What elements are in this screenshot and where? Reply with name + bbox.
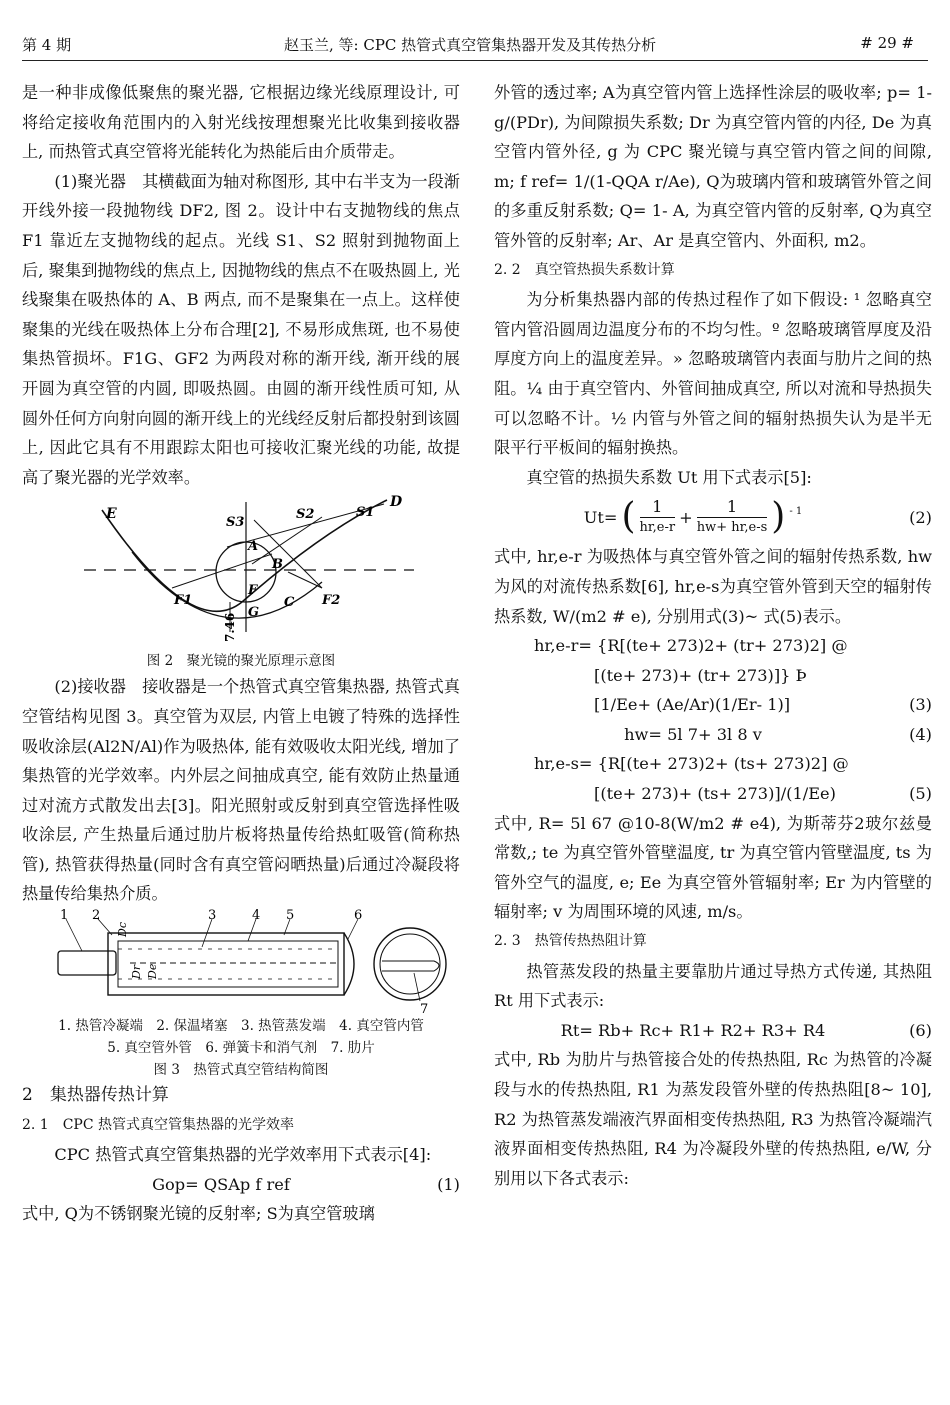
equation-1 — [22, 1170, 460, 1200]
paragraph: 式中, Rb 为肋片与热管接合处的传热热阻, Rc 为热管的冷凝段与水的传热热阻, R1 为蒸发段管外壁的传热热阻[8~ 10], R2 为热管蒸发端液汽界面相变传热热阻, R3 为热管冷凝端汽液界面相变传热热阻, R4 为冷凝段外壁的传热热阻, e/W, 分别用以下各式表示: — [494, 1050, 932, 1188]
fraction-denominator: hw+ hr,e-s — [697, 517, 768, 538]
equation-3 — [494, 631, 932, 720]
equation-number: (5) — [909, 784, 932, 804]
label-C: C — [284, 595, 295, 611]
subsection-heading: 2. 3 热管传热热阻计算 — [494, 933, 647, 950]
label-B: B — [272, 557, 283, 573]
equation-number: (2) — [909, 507, 932, 527]
label-G: G — [248, 605, 260, 621]
fraction-denominator: hr,e-r — [640, 517, 676, 538]
fig3-number: 6 — [354, 909, 363, 924]
label-E: E — [106, 506, 117, 523]
right-column — [494, 78, 932, 1193]
equation-number: (1) — [437, 1174, 460, 1194]
fraction-numerator: 1 — [726, 496, 738, 516]
dim-De: De — [146, 963, 159, 980]
equation-body: Gop= QSAp f ref — [152, 1174, 290, 1194]
equation-2: Ut= ( 1 hr,e-r + 1 hw+ hr,e-s ) - 1 (2) — [583, 496, 932, 538]
equation-line: [(te+ 273)+ (tr+ 273)]} Þ — [594, 665, 807, 685]
equation-5 — [494, 749, 932, 808]
figure-2-concentrator-diagram — [22, 492, 460, 650]
figure-3-legend: 1. 热管冷凝端 2. 保温堵塞 3. 热管蒸发端 4. 真空管内管 — [58, 1018, 424, 1035]
issue-number: 第 4 期 — [22, 36, 72, 54]
equation-line: hr,e-s= {R[(te+ 273)2+ (ts+ 273)2] @ — [534, 754, 849, 774]
paragraph: 式中, hr,e-r 为吸热体与真空管外管之间的辐射传热系数, hw为风的对流传热系数[6], hr,e-s为真空管外管到天空的辐射传热系数, W/(m2 # e), 分别用式(3)~ 式(5)表示。 — [494, 547, 932, 626]
figure-3-heat-pipe-diagram — [22, 909, 460, 1015]
equation-line: [(te+ 273)+ (ts+ 273)]/(1/Ee) — [594, 784, 836, 804]
equation-4 — [494, 720, 932, 750]
section-heading: 2 集热器传热计算 — [22, 1085, 169, 1106]
page-header — [22, 30, 928, 61]
fraction-numerator: 1 — [652, 496, 663, 516]
paragraph: 外管的透过率; A为真空管内管上选择性涂层的吸收率; p= 1- g/(PDr), 为间隙损失系数; Dr 为真空管内管的内径, De 为真空管内管外径, g 为 CPC 聚光镜与真空管内管之间的间隙, m; f ref= 1/(1-QQA r/Ae), Q为玻璃内管和玻璃管外管之间的多重反射系数; Q= 1- A, 为真空管内管的反射率, Q为真空管外管的反射率; Ar、Ar 是真空管内、外面积, m2。 — [494, 83, 932, 250]
label-S3: S3 — [226, 515, 245, 531]
label-S2: S2 — [296, 507, 315, 523]
figure-3-legend: 5. 真空管外管 6. 弹簧卡和消气剂 7. 肋片 — [107, 1040, 375, 1057]
equation-6 — [494, 1016, 932, 1046]
paragraph: CPC 热管式真空管集热器的光学效率用下式表示[4]: — [54, 1145, 432, 1165]
fig3-number: 5 — [286, 909, 295, 924]
fig3-number: 1 — [60, 909, 69, 924]
paragraph: 式中, Q为不锈钢聚光镜的反射率; S为真空管玻璃 — [22, 1204, 375, 1224]
label-S1: S1 — [356, 505, 375, 521]
paragraph-assumptions: 为分析集热器内部的传热过程作了如下假设: ¹ 忽略真空管内管沿圆周边温度分布的不均匀性。º 忽略玻璃管厚度及沿厚度方向上的温度差异。» 忽略玻璃管内表面与肋片之间的热阻。¼ 由于真空管内、外管间抽成真空, 所以对流和导热损失可以忽略不计。½ 内管与外管之间的辐射热损失认为是半无限平行平板间的辐射换热。 — [494, 290, 932, 458]
equation-body: Rt= Rb+ Rc+ R1+ R2+ R3+ R4 — [560, 1020, 826, 1040]
fig3-number: 4 — [252, 909, 261, 924]
operator: + — [679, 507, 693, 527]
equation-line: [1/Ee+ (Ae/Ar)(1/Er- 1)] — [594, 695, 791, 715]
figure-3-caption: 图 3 热管式真空管结构简图 — [153, 1062, 329, 1079]
label-F2: F2 — [322, 593, 341, 609]
fig3-number: 3 — [208, 909, 217, 924]
fig3-number: 7 — [420, 1002, 429, 1016]
dim-Dr: Dr — [130, 964, 143, 980]
paragraph: 是一种非成像低聚焦的聚光器, 它根据边缘光线原理设计, 可将给定接收角范围内的入射光线按理想聚光比收集到接收器上, 而热管式真空管将光能转化为热能后由介质带走。 — [22, 83, 460, 162]
fig3-number: 2 — [92, 909, 101, 924]
equation-number: (3) — [909, 695, 932, 715]
label-D: D — [390, 494, 403, 511]
figure-2-caption: 图 2 聚光镜的聚光原理示意图 — [146, 653, 336, 670]
paragraph: 真空管的热损失系数 Ut 用下式表示[5]: — [526, 467, 812, 487]
running-title: 赵玉兰, 等: CPC 热管式真空管集热器开发及其传热分析 — [284, 36, 657, 54]
label-A: A — [248, 539, 259, 555]
dim-Dc: Dc — [116, 922, 129, 938]
paragraph: 式中, R= 5l 67 @10-8(W/m2 # e4), 为斯蒂芬2玻尔兹曼常数,; te 为真空管外管壁温度, tr 为真空管内管壁温度, ts 为管外空气的温度, e; Ee 为真空管外管辐射率; Er 为内管壁的辐射率; v 为周围环境的风速, m/s。 — [494, 813, 932, 922]
equation-body: hw= 5l 7+ 3l 8 v — [624, 724, 762, 744]
equation-line: hr,e-r= {R[(te+ 273)2+ (tr+ 273)2] @ — [534, 636, 848, 656]
dimension-7-46: 7.46 — [223, 613, 237, 643]
exponent: - 1 — [789, 505, 803, 517]
paragraph: 热管蒸发段的热量主要靠肋片通过导热方式传递, 其热阻 Rt 用下式表示: — [494, 961, 932, 1011]
equation-lhs: Ut= — [583, 507, 618, 527]
subsection-heading: 2. 1 CPC 热管式真空管集热器的光学效率 — [22, 1116, 295, 1133]
paragraph-concentrator: (1)聚光器 其横截面为轴对称图形, 其中右半支为一段渐开线外接一段抛物线 DF2, 图 2。设计中右支抛物线的焦点 F1 靠近左支抛物线的起点。光线 S1、S2 照射到抛物面上后, 聚集到抛物线的焦点上, 因抛物线的焦点不在吸热圆上, 光线聚集在吸热体的 A、B 两点, 而不是聚集在一点上。这样使聚集的光线在吸热体上分布合理[2], 不易形成焦斑, 也不易使集热管损坏。F1G、GF2 为两段对称的渐开线, 渐开线的展开圆为真空管的内圆, 即吸热圆。由圆的渐开线性质可知, 从圆外任何方向射向圆的渐开线上的光线经反射后都投射到该圆上, 因此它具有不用跟踪太阳也可接收汇聚光线的功能, 故提高了聚光器的光学效率。 — [22, 171, 460, 487]
equation-number: (4) — [909, 724, 932, 744]
equation-number: (6) — [909, 1020, 932, 1040]
label-F1: F1 — [174, 593, 193, 609]
subsection-heading: 2. 2 真空管热损失系数计算 — [494, 261, 675, 278]
label-F: F — [248, 583, 258, 599]
page-number: # 29 # — [860, 34, 914, 52]
paragraph-receiver: (2)接收器 接收器是一个热管式真空管集热器, 热管式真空管结构见图 3。真空管为双层, 内管上电镀了特殊的选择性吸收涂层(Al2N/Al)作为吸热体, 能有效吸收太阳光线, 增加了集热管的光学效率。内外层之间抽成真空, 能有效防止热量通过对流方式散发出去[3]。阳光照射或反射到真空管选择性吸收涂层, 产生热量后通过肋片板将热量传给热虹吸管(简称热管), 热管获得热量(同时含有真空管闷晒热量)后通过冷凝段将热量传给集热介质。 — [22, 677, 460, 904]
left-column — [22, 78, 460, 1229]
